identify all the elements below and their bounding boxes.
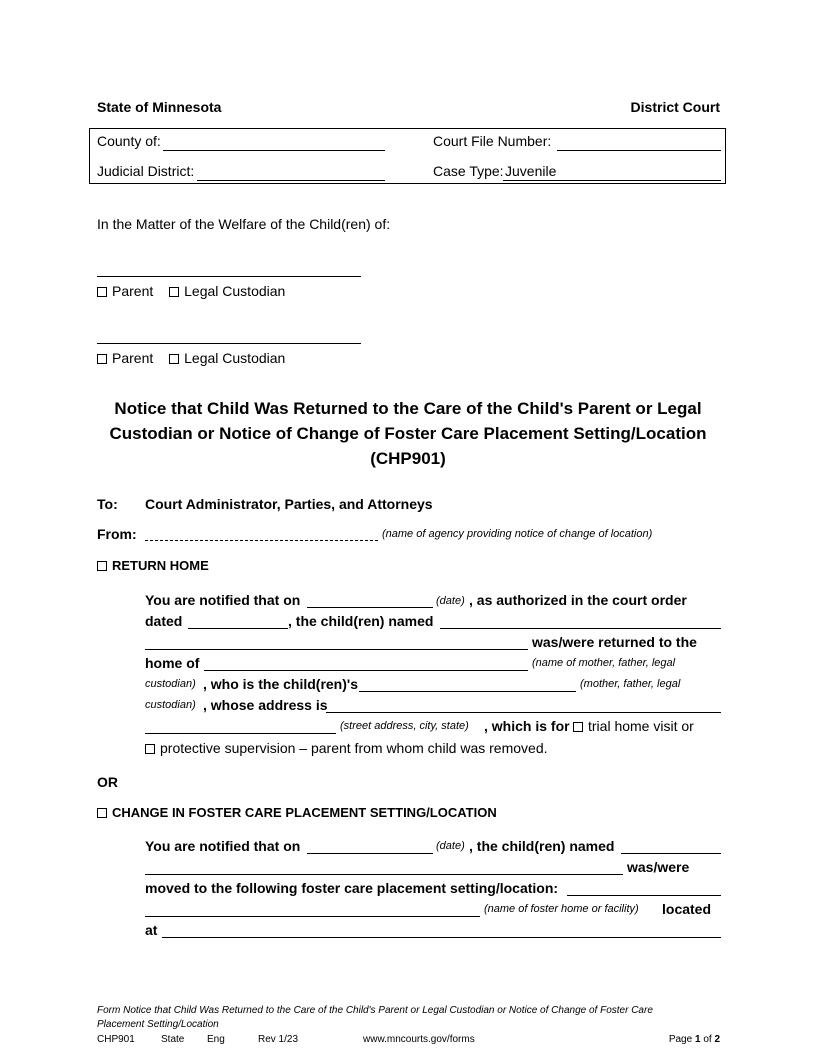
footer-form-title-1: Form Notice that Child Was Returned to the Care of the Child's Parent or Legal Custodian or Notice of Change of Foster Care [97,1005,653,1016]
rh-trial-visit-option [573,718,694,734]
rh-which-is-for-label: , which is for [484,718,570,734]
rh-address-hint: (street address, city, state) [340,720,469,732]
legal-custodian-label-2: Legal Custodian [184,350,286,366]
county-field[interactable] [163,150,385,151]
from-hint: (name of agency providing notice of change of location) [382,528,653,540]
court-heading: District Court [630,99,720,115]
trial-home-visit-checkbox[interactable] [573,722,583,732]
footer-form-title-2: Placement Setting/Location [97,1019,219,1030]
rh-children-name-field-1[interactable] [440,628,721,629]
rh-address-label: , whose address is [203,697,328,713]
page-prefix: Page [668,1034,693,1045]
county-label: County of: [97,133,161,149]
change-placement-heading-row [97,805,497,820]
cp-children-name-field-2[interactable] [145,874,623,875]
page-of: of [703,1034,712,1045]
parent-checkbox-2[interactable] [97,354,107,364]
cp-foster-hint: (name of foster home or facility) [484,903,639,915]
parent-label-2: Parent [112,350,154,366]
cp-children-named-label: , the child(ren) named [469,838,615,854]
cp-moved-label: moved to the following foster care placement setting/location: [145,880,559,896]
return-home-checkbox[interactable] [97,561,107,571]
footer-website[interactable]: www.mncourts.gov/forms [363,1034,475,1045]
page-total: 2 [714,1034,720,1045]
cp-date-hint: (date) [436,840,465,852]
rh-home-of-field[interactable] [204,670,528,671]
rh-name-hint-1: (name of mother, father, legal [532,657,676,669]
rh-who-is-label: , who is the child(ren)'s [203,676,359,692]
party-role-row-1 [97,283,285,299]
from-agency-field[interactable] [145,540,378,541]
court-file-number-field[interactable] [557,150,721,151]
cp-located-label: located [662,901,712,917]
footer-revision: Rev 1/23 [258,1034,299,1045]
rh-authorized-label: , as authorized in the court order [469,592,687,608]
rh-date-hint: (date) [436,595,465,607]
cp-children-name-field-1[interactable] [621,853,721,854]
rh-name-hint-2: custodian) [145,678,196,690]
rh-relation-hint-2: custodian) [145,699,196,711]
return-home-heading-row [97,558,209,573]
protective-supervision-label: protective supervision – parent from whom child was removed. [160,740,548,756]
cp-date-field[interactable] [307,853,433,854]
judicial-district-label: Judicial District: [97,163,195,179]
legal-custodian-label-1: Legal Custodian [184,283,286,299]
footer-page-number [669,1034,720,1045]
cp-at-label: at [145,922,158,938]
court-file-number-label: Court File Number: [433,133,552,149]
case-type-label: Case Type: [433,163,504,179]
from-label: From: [97,526,137,542]
case-type-field [503,180,721,181]
footer-jurisdiction: State [161,1034,185,1045]
matter-intro: In the Matter of the Welfare of the Child(ren) of: [97,216,391,232]
rh-address-field-1[interactable] [326,712,721,713]
rh-children-named-label: , the child(ren) named [288,613,434,629]
party-name-field-1[interactable] [97,276,361,277]
rh-relation-hint-1: (mother, father, legal [580,678,681,690]
parent-checkbox-1[interactable] [97,287,107,297]
rh-date-field[interactable] [307,607,433,608]
party-role-row-2 [97,350,285,366]
rh-order-date-field[interactable] [188,628,288,629]
cp-placement-field-2[interactable] [145,916,480,917]
cp-location-field[interactable] [162,937,721,938]
change-placement-heading: CHANGE IN FOSTER CARE PLACEMENT SETTING/LOCATION [112,805,497,820]
rh-relation-field[interactable] [359,691,576,692]
footer-language: Eng [207,1034,225,1045]
form-title [100,396,716,471]
rh-address-field-2[interactable] [145,733,336,734]
cp-notified-label: You are notified that on [145,838,301,854]
trial-home-visit-label: trial home visit or [588,718,694,734]
judicial-district-field[interactable] [197,180,385,181]
page-current: 1 [694,1034,701,1045]
to-value: Court Administrator, Parties, and Attorneys [145,496,433,512]
rh-home-of-label: home of [145,655,200,671]
parent-label-1: Parent [112,283,154,299]
state-heading: State of Minnesota [97,99,222,115]
return-home-heading: RETURN HOME [112,558,209,573]
to-label: To: [97,496,118,512]
or-separator: OR [97,774,118,790]
form-title-line-3: (CHP901) [370,449,446,468]
cp-placement-field-1[interactable] [567,895,721,896]
rh-returned-label: was/were returned to the [532,634,697,650]
change-placement-checkbox[interactable] [97,808,107,818]
form-title-line-2: Custodian or Notice of Change of Foster Care Placement Setting/Location [109,424,707,443]
rh-notified-label: You are notified that on [145,592,301,608]
rh-dated-label: dated [145,613,183,629]
legal-custodian-checkbox-2[interactable] [169,354,179,364]
case-type-value[interactable]: Juvenile [505,163,557,179]
protective-supervision-checkbox[interactable] [145,744,155,754]
rh-protective-option [145,740,548,756]
footer-form-code: CHP901 [97,1034,135,1045]
form-title-line-1: Notice that Child Was Returned to the Care of the Child's Parent or Legal [114,399,702,418]
cp-was-were-label: was/were [627,859,690,875]
party-name-field-2[interactable] [97,343,361,344]
legal-custodian-checkbox-1[interactable] [169,287,179,297]
rh-children-name-field-2[interactable] [145,649,528,650]
